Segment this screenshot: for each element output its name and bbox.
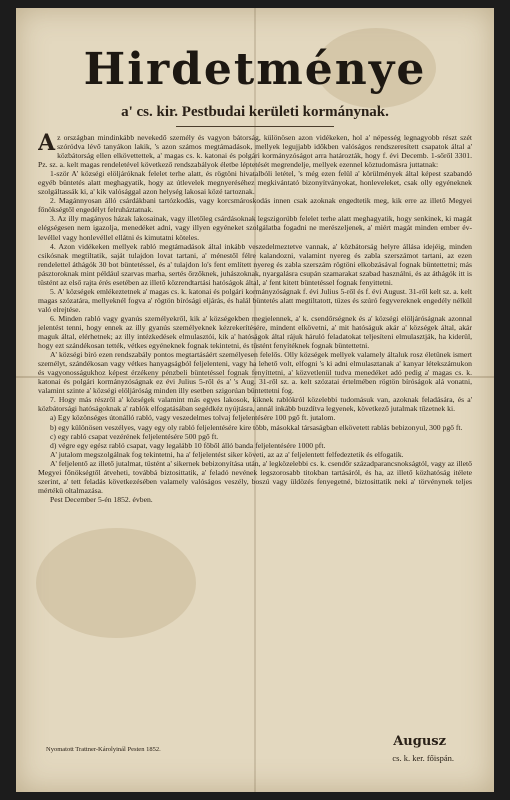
date-line: Pest December 5-én 1852. évben. bbox=[50, 494, 153, 504]
paragraph-5: 5. A' községek emlékeztetnek a' magas cs. k. katonai és polgári kormányzóságnak f. évi Julius 5-ről és f. évi August. 31-ről kelt sz. a. kelt magas szózatára, mellyeknél fogva a' rögtön bírósági eljárás, és halál büntetés alatt megtiltatott, tüzes és szúró fegyvereknek engedély nélkül való elrejtése. bbox=[38, 286, 472, 314]
paragraph-13: A' jutalom megszolgálnak fog tekintetni, ha a' feljelentést siker követi, az az a' feljelentett felfedeztetik és elfogatik. bbox=[50, 449, 404, 459]
drop-cap: A bbox=[38, 133, 56, 156]
reward-b: b) egy különösen veszélyes, vagy egy oly rabló feljelentésére kire több, másokkal társaságban elkövetett rablás bebizonyul, 300 pgő ft. bbox=[50, 422, 463, 432]
signature-title: cs. k. ker. főispán. bbox=[392, 753, 454, 763]
paragraph-7: A' községi bíró ezen rendszabály pontos megtartásáért személyesen felelős. Olly községek mellyek valamely általuk rosz életünek ismert személyt, szándékosan vagy vétkes hanyagságból feljelenteni, vagy ha lehető volt, elfogni 's ki adni elmulasztanak a' kanyar létekszámukon és vagyonosságukhoz képest érzékeny pénzbeli büntetéssel fognak fenyíttetni, a' közvetlenül tudva menedéket adó pedig a' magas cs. k. katonai és polgári kormányzóságnak ez évi Julius 5-ről és a' 's Aug. 31-ről sz. a. kelt szózatai értelmében rögtön bíróságok alá vonatni, valamint szinte a' községi elöljáróság minden illy esetben szigorúan büntettetni fog. bbox=[38, 350, 472, 396]
paragraph-1: 1-ször A' községi elöljáróknak felelet terhe alatt, és rögtöni hivatalbóli letétel, 's még ezen felül a' körülmények által képest szabandó egyéb büntetés alatt meghagyatik, hogy az útlevelek megnyeréséhez megkivántató bizonyítványokat, honleveleket, csak olly egyéneknek szolgáltassák ki, a' kik valósággal azon helység lakosai közé tartoznak. bbox=[38, 169, 472, 197]
paragraph-3: 3. Az illy magányos házak lakosainak, vagy illetőleg csárdásoknak legszigorúbb felelet terhe alatt meghagyatik, hogy senkinek, ki magát elégségesen nem igazolja, menedéket adni, vagy illyen egyéneket szolgálatba fogadni ne merészeljenek, a' miért magát minden ember év-levéllel vagy honlevéllel ellátni és kimutatni köteles. bbox=[38, 214, 472, 242]
paragraph-2: 2. Magánnyosan álló csárdákbani tartózkodás, vagy korcsmároskodás innen csak azoknak engedtetik meg, kik erre az illető Megyei főnökségtől engedélyt felruháztatnak. bbox=[38, 196, 472, 215]
reward-a: a) Egy közönséges útonálló rabló, vagy veszedelmes tolvaj feljelentésére 100 pgő ft. jutalom. bbox=[50, 413, 336, 423]
paragraph-6: 6. Minden rabló vagy gyanús személyekről, kik a' községekben megjelennek, a' k. csendőrségnek és a' községi elöljáróságnak azonnal jelentést tenni, hogy ennek az illy gyanús személyeknek kézrekerítésére, mindent elkövetni, a' mit hatóságuk akár a' községek által, akár maguk által, elérhetnek; az illy intézkedések elmulasztói, kik a' hatóságok által rájuk háruló feladatokat teljesíteni elmulasztják, ha kiderül, hogy ezt szándékosan tették, vétkes egyéneknek fognak tekintetni, és tüstént fenyítéknek fognak büntettetni. bbox=[38, 313, 472, 351]
reward-c: c) egy rabló csapat vezérének feljelentésére 500 pgő ft. bbox=[50, 431, 219, 441]
poster-title: Hirdetménye bbox=[83, 44, 427, 95]
reward-d: d) végre egy egész rabló csapat, vagy legalább 10 főből álló banda feljelentésére 1000 pft. bbox=[50, 440, 326, 450]
announcement-body bbox=[38, 133, 472, 708]
signature-name: Augusz bbox=[393, 734, 446, 749]
title-rule bbox=[176, 126, 334, 127]
paragraph-14: A' feljelentő az illető jutalmat, tüstént a' sikernek bebizonyítása után, a' legközelebbi cs. k. csendőr századparancsnokságtól, vagy az illető Megyei főnökségtől átveheti, továbbá biztosittatik, a' feladó nevének legszorosabb titokban tartásáról, és ha, az illető közhatóság itélete szerint, a' tett feladás következésében valamely valóságos veszély, boszú vagy üldözés fenyegetné, biztosittatik neki a' törvénynek teljes mértékü oltalmazása. bbox=[38, 458, 472, 495]
poster-subtitle: a' cs. kir. Pestbudai kerületi kormánynak. bbox=[121, 104, 389, 120]
intro-text: z országban mindinkább nevekedő személy és vagyon bátorság, különösen azon vidékeken, hol a' népesség legnagyobb részt szét szóródva lévő tanyákon lakik, 's azon számos megtámadások, mellyek legujjabb időkben valóságos rendszeresített csapatok által a' közbátorság ellen elkövettettek, a' magas cs. k. katonai és polgári kormányzóságot arra határozták, hogy f. évi Decemb. 1-sőről 3301. Pz. sz. a. kelt magas rendeletével következő rendszabályok életbe léptetését megrendelje, mellyek ezennel köztudomásra juttatnak: bbox=[38, 133, 472, 170]
poster-sheet bbox=[16, 8, 494, 792]
paragraph-8: 7. Hogy más részről a' községek valamint más egyes lakosok, kiknek rablókról közelebbi tudomásuk van, azoknak feladására, és a' közbátorsági hatóságoknak a' rablók elfogatásában segédkéz nyújtásra, annál inkább buzdítva legyenek, következő jutalmak tűzetnek ki. bbox=[38, 395, 472, 414]
paragraph-4: 4. Azon vidékeken mellyek rabló megtámadások által inkább veszedelmeztetve vannak, a' közbátorság helyre állása idejéig, minden csikósnak megtiltatik, saját tulajdon lovat tartani, a' ménestől félre kalandozni, valamint nyereg és zabla szerszámot tartani, az ezen rendelettel áthágók 30 bot büntetéssel, és a' tulajdon lo's fent említett nyereg és zabla szerszám rögtöni elkobzásával fognak büntettetni; más pásztoroknak mint például szarvas marha, sertés őrzőknek, juhászoknak, nyargalásra csupán szamarakat szabad használni, és az áthágók itt is tüstént az első rajta érés esetében az illető közrendtartási hatóságok által, a' fent kitett büntetéssel fognak fenyittetni. bbox=[38, 241, 472, 287]
intro-paragraph bbox=[38, 133, 472, 169]
printer-line: Nyomatott Trattner-Károlyinál Pesten 1852. bbox=[46, 746, 161, 753]
